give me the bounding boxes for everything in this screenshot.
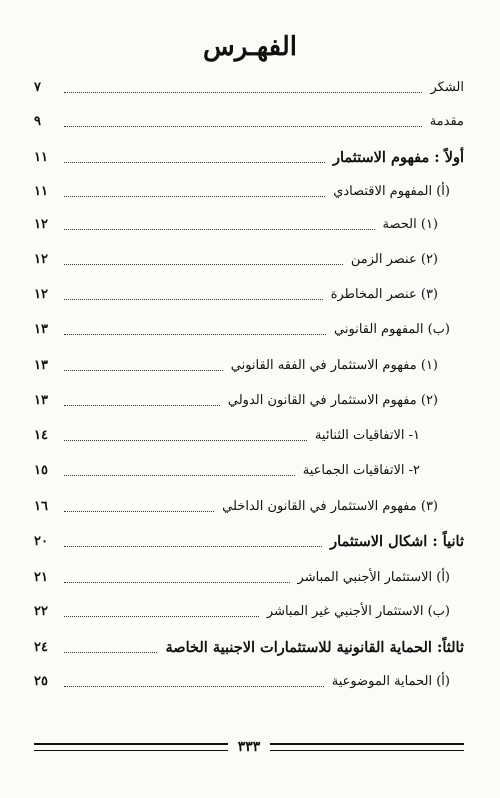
toc-entry-page: ٢٠ [34,533,48,549]
dot-leader [64,652,157,653]
page-footer [34,735,464,759]
toc-entry-page: ١١ [34,183,48,199]
toc-entry [34,76,464,98]
toc-entry-label: (أ) المفهوم الاقتصادي [333,183,450,199]
toc-entry-label: أولاً : مفهوم الاستثمار [332,148,464,166]
toc-entry [34,110,464,132]
toc-entry-label: (١) مفهوم الاستثمار في الفقه القانوني [230,357,438,373]
toc-entry-page: ٧ [34,79,41,95]
dot-leader [64,229,375,230]
toc-entry-label: ثانياً : اشكال الاستثمار [330,532,464,550]
toc-entry [34,213,464,235]
toc-entry-label: (ب) الاستثمار الأجنبي غير المباشر [266,603,450,619]
toc-entry-page: ٢١ [34,569,48,585]
toc-entry [34,318,464,340]
dot-leader [64,475,295,476]
toc-entry [34,495,464,517]
toc-entry [34,283,464,305]
footer-rule-left [34,743,228,751]
toc-entry-page: ١٢ [34,216,48,232]
toc-entry-page: ٩ [34,113,41,129]
dot-leader [64,405,220,406]
toc-entry-label: مقدمة [429,113,464,129]
toc-entry-label: (٣) مفهوم الاستثمار في القانون الداخلي [222,498,438,514]
page-title: الفهـرس [203,32,297,62]
toc-entry-page: ٢٥ [34,673,48,689]
dot-leader [64,92,422,93]
toc-entry-label: الشكر [430,79,464,95]
toc-entry-page: ١١ [34,149,48,165]
toc-entry-label: ثالثاً: الحماية القانونية للاستثمارات الاجنبية الخاصة [165,638,464,656]
dot-leader [64,546,322,547]
toc-entry-label: (ب) المفهوم القانوني [334,321,450,337]
dot-leader [64,264,343,265]
toc-entry-label: (أ) الاستثمار الأجنبي المباشر [297,569,450,585]
toc-entry-page: ١٣ [34,357,48,373]
dot-leader [64,162,325,163]
toc-entry-label: ١- الاتفاقيات الثنائية [314,427,420,443]
toc-entry-page: ٢٢ [34,603,48,619]
toc-entry-page: ١٣ [34,321,48,337]
dot-leader [64,126,422,127]
toc-entry [34,354,464,376]
toc-entry [34,180,464,202]
toc-entry-page: ١٢ [34,251,48,267]
toc-entry [34,636,464,658]
toc-entry [34,600,464,622]
toc-entry-label: (٣) عنصر المخاطرة [330,286,438,302]
page-number: ٣٣٣ [237,739,261,755]
dot-leader [64,582,290,583]
dot-leader [64,440,307,441]
toc-entry [34,424,464,446]
toc-entry [34,530,464,552]
toc-entry [34,389,464,411]
dot-leader [64,370,223,371]
toc-entry [34,146,464,168]
dot-leader [64,196,325,197]
toc-entry-label: ٢- الاتفاقيات الجماعية [302,462,420,478]
toc-entry-page: ١٦ [34,498,48,514]
dot-leader [64,686,324,687]
dot-leader [64,299,323,300]
dot-leader [64,511,214,512]
toc-entry-page: ١٣ [34,392,48,408]
toc-entry-page: ١٤ [34,427,48,443]
toc-entry-page: ٢٤ [34,639,48,655]
toc-entry-page: ١٥ [34,462,48,478]
toc-entry [34,566,464,588]
toc-entry-label: (٢) عنصر الزمن [350,251,438,267]
toc-entry-label: (١) الحصة [382,216,438,232]
dot-leader [64,616,259,617]
toc-entry-label: (أ) الحماية الموضوعية [331,673,450,689]
toc-entry-page: ١٢ [34,286,48,302]
toc-entry [34,248,464,270]
toc-entry [34,459,464,481]
dot-leader [64,334,326,335]
toc-entry-label: (٢) مفهوم الاستثمار في القانون الدولي [227,392,438,408]
toc-entry [34,670,464,692]
footer-rule-right [270,743,464,751]
